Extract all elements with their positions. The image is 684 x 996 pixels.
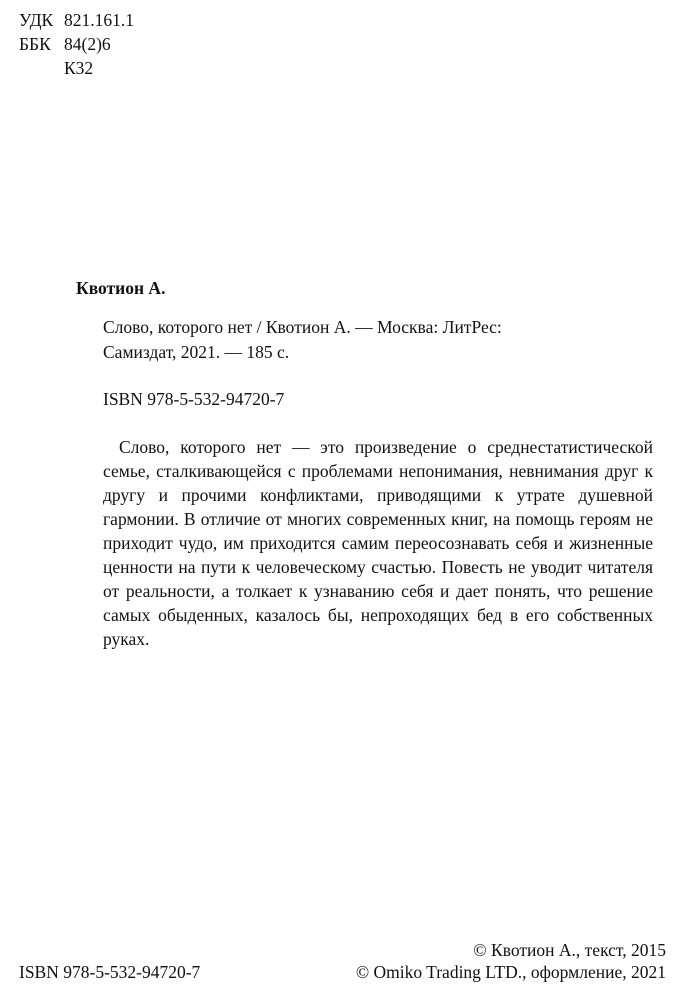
udk-label: УДК	[19, 10, 54, 30]
author-heading: Квотион А.	[76, 278, 166, 298]
isbn-main: ISBN 978-5-532-94720-7	[103, 389, 285, 409]
biblio-line-2: Самиздат, 2021. — 185 с.	[103, 342, 290, 362]
bbk-row	[19, 34, 111, 54]
bbk-label: ББК	[19, 34, 51, 54]
author-mark-row	[19, 58, 93, 78]
bbk-value: 84(2)6	[64, 34, 111, 54]
udk-row	[19, 10, 134, 30]
annotation-text: Слово, которого нет — это произведение о среднестатистической семье, сталкивающейся с проблемами непонимания, невнимания друг к другу и прочими конфликтами, приводящими к утрате душевной гармонии. В отличие от многих современных книг, на помощь героям не приходит чудо, им приходится самим переосознавать себя и жизненные ценности на пути к человеческому счастью. Повесть не уводит читателя от реальности, а толкает к узнаванию себя и дает понять, что решение самых обыденных, казалось бы, непроходящих бед в его собственных руках.	[103, 437, 653, 649]
author-mark: К32	[64, 58, 94, 78]
copyright-design: © Omiko Trading LTD., оформление, 2021	[355, 962, 666, 982]
isbn-footer: ISBN 978-5-532-94720-7	[19, 962, 201, 982]
udk-value: 821.161.1	[64, 10, 134, 30]
copyright-text: © Квотион А., текст, 2015	[473, 940, 666, 960]
biblio-line-1: Слово, которого нет / Квотион А. — Москва: ЛитРес:	[103, 317, 502, 337]
